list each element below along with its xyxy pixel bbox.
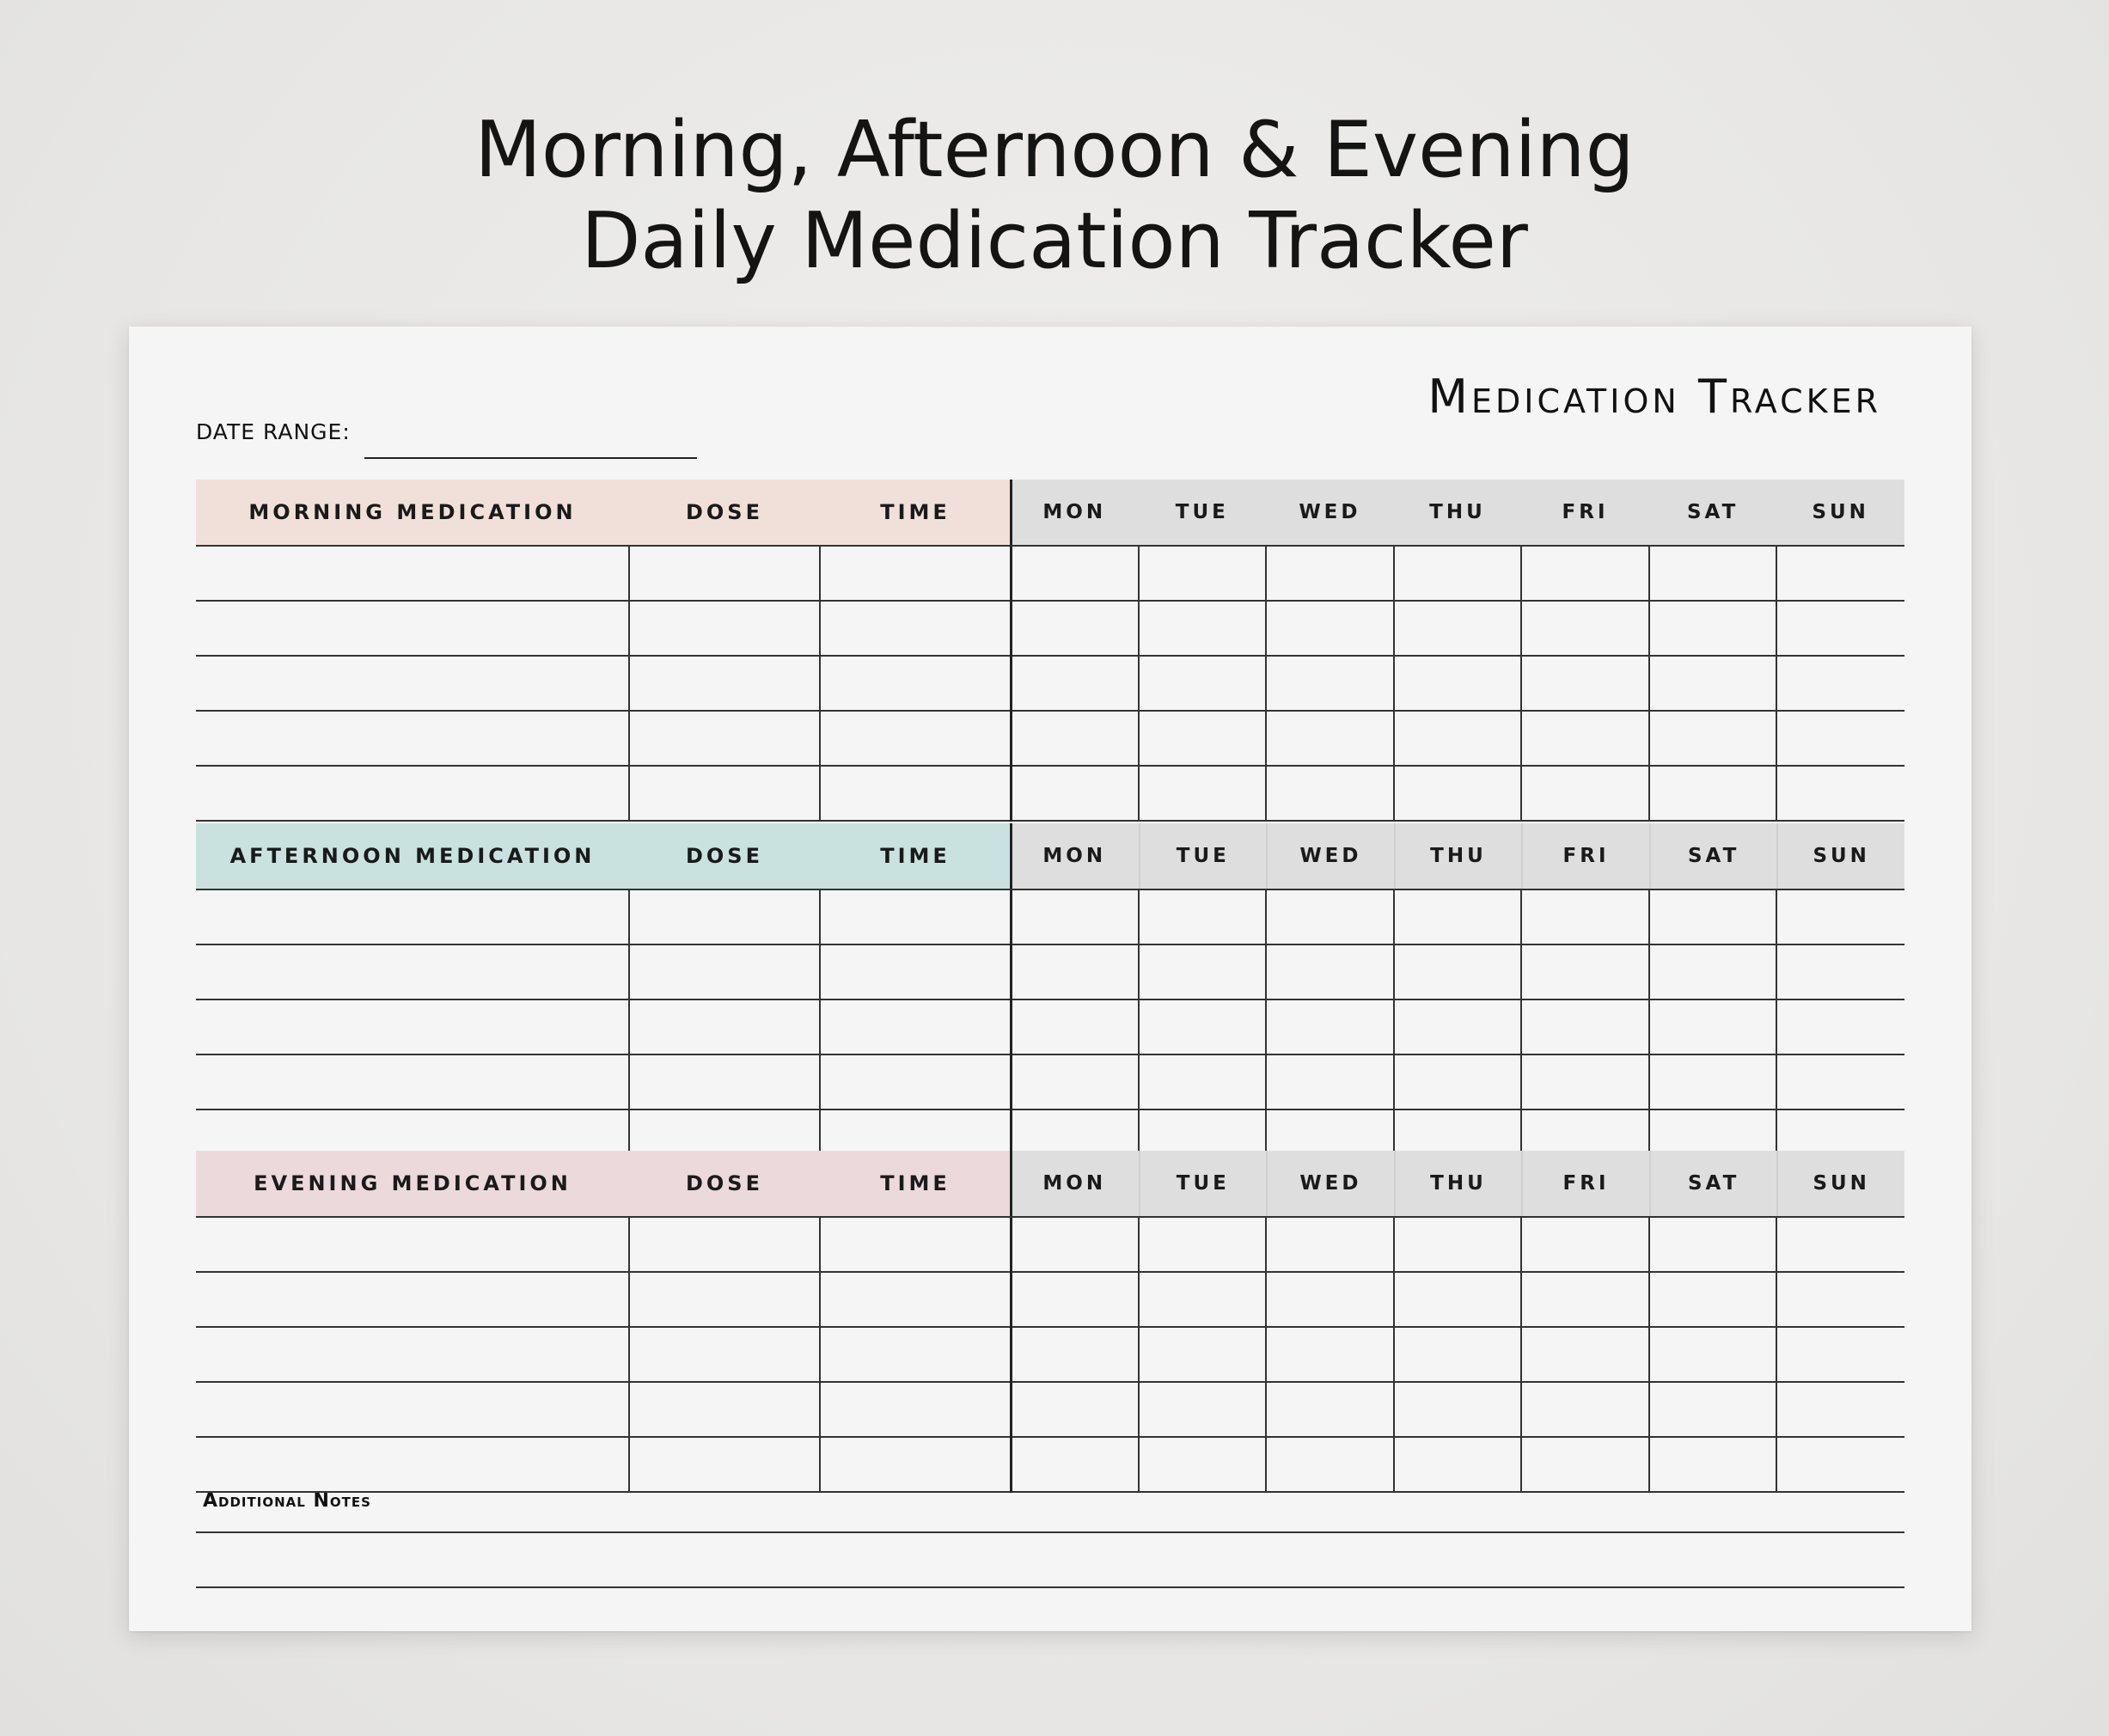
column-divider bbox=[819, 657, 821, 712]
table-row[interactable] bbox=[196, 1218, 1904, 1273]
morning-medication-block bbox=[196, 480, 1904, 822]
section-divider bbox=[1010, 1383, 1012, 1438]
column-divider bbox=[628, 712, 630, 767]
column-divider bbox=[1393, 945, 1395, 1000]
column-divider bbox=[1138, 1438, 1140, 1493]
table-row[interactable] bbox=[196, 1273, 1904, 1328]
section-divider bbox=[1010, 1000, 1012, 1055]
column-divider bbox=[1776, 1383, 1777, 1438]
column-divider bbox=[1393, 712, 1395, 767]
column-divider bbox=[1393, 1000, 1395, 1055]
evening-medication-block bbox=[196, 1151, 1904, 1493]
column-divider bbox=[628, 1383, 630, 1438]
section-divider bbox=[1010, 602, 1012, 657]
column-divider bbox=[1138, 547, 1140, 602]
page-headline bbox=[0, 105, 2109, 287]
morning-dose-header: DOSE bbox=[685, 500, 763, 524]
column-divider bbox=[1265, 767, 1267, 822]
column-divider bbox=[1520, 547, 1522, 602]
column-divider bbox=[1265, 547, 1267, 602]
morning-day-header-wed: WED bbox=[1266, 480, 1394, 545]
morning-day-header-sat: SAT bbox=[1649, 480, 1777, 545]
column-divider bbox=[1393, 767, 1395, 822]
evening-day-header-wed: WED bbox=[1266, 1151, 1394, 1216]
column-divider bbox=[819, 712, 821, 767]
afternoon-time-header: TIME bbox=[880, 844, 951, 868]
column-divider bbox=[1520, 602, 1522, 657]
afternoon-medication-header: AFTERNOON MEDICATION bbox=[229, 844, 596, 868]
column-divider bbox=[1648, 712, 1650, 767]
column-divider bbox=[819, 1328, 821, 1383]
section-divider bbox=[1010, 1328, 1012, 1383]
column-divider bbox=[628, 602, 630, 657]
column-divider bbox=[819, 1000, 821, 1055]
column-divider bbox=[1265, 890, 1267, 945]
evening-day-header-fri: FRI bbox=[1521, 1151, 1649, 1216]
column-divider bbox=[628, 767, 630, 822]
column-divider bbox=[1265, 1218, 1267, 1273]
column-divider bbox=[1520, 1000, 1522, 1055]
column-divider bbox=[1648, 1000, 1650, 1055]
column-divider bbox=[1776, 945, 1777, 1000]
evening-day-header-sun: SUN bbox=[1776, 1151, 1904, 1216]
column-divider bbox=[1265, 712, 1267, 767]
column-divider bbox=[628, 547, 630, 602]
column-divider bbox=[1520, 1383, 1522, 1438]
date-range-field[interactable] bbox=[364, 457, 697, 459]
afternoon-dose-header: DOSE bbox=[685, 844, 763, 868]
column-divider bbox=[1776, 767, 1777, 822]
column-divider bbox=[819, 602, 821, 657]
additional-notes-label: Additional Notes bbox=[203, 1490, 371, 1512]
column-divider bbox=[1648, 1328, 1650, 1383]
column-divider bbox=[1138, 890, 1140, 945]
column-divider bbox=[1138, 712, 1140, 767]
evening-time-header: TIME bbox=[880, 1171, 951, 1195]
column-divider bbox=[1520, 1328, 1522, 1383]
column-divider bbox=[1393, 657, 1395, 712]
column-divider bbox=[1393, 1273, 1395, 1328]
column-divider bbox=[1393, 1328, 1395, 1383]
table-row[interactable] bbox=[196, 1383, 1904, 1438]
column-divider bbox=[1776, 547, 1777, 602]
afternoon-medication-block bbox=[196, 823, 1904, 1165]
section-divider bbox=[1010, 1151, 1012, 1216]
column-divider bbox=[1265, 1328, 1267, 1383]
table-row[interactable] bbox=[196, 890, 1904, 945]
column-divider bbox=[1776, 890, 1777, 945]
table-row[interactable] bbox=[196, 657, 1904, 712]
column-divider bbox=[1776, 1218, 1777, 1273]
column-divider bbox=[819, 547, 821, 602]
section-divider bbox=[1010, 823, 1012, 889]
section-divider bbox=[1010, 1273, 1012, 1328]
afternoon-header-row bbox=[196, 823, 1904, 890]
table-row[interactable] bbox=[196, 547, 1904, 602]
column-divider bbox=[1520, 1273, 1522, 1328]
table-row[interactable] bbox=[196, 602, 1904, 657]
column-divider bbox=[819, 767, 821, 822]
column-divider bbox=[1265, 1438, 1267, 1493]
notes-line[interactable] bbox=[196, 1531, 1904, 1533]
column-divider bbox=[1520, 1218, 1522, 1273]
column-divider bbox=[1648, 1218, 1650, 1273]
evening-day-header-mon: MON bbox=[1011, 1151, 1139, 1216]
morning-day-header-sun: SUN bbox=[1776, 480, 1904, 545]
section-divider bbox=[1010, 945, 1012, 1000]
column-divider bbox=[819, 1383, 821, 1438]
column-divider bbox=[1648, 1383, 1650, 1438]
column-divider bbox=[1648, 1438, 1650, 1493]
column-divider bbox=[1138, 945, 1140, 1000]
column-divider bbox=[628, 1328, 630, 1383]
table-row[interactable] bbox=[196, 712, 1904, 767]
sheet-title: Medication Tracker bbox=[1427, 370, 1881, 424]
date-range-label: DATE RANGE: bbox=[196, 419, 351, 444]
evening-dose-header: DOSE bbox=[685, 1171, 763, 1195]
section-divider bbox=[1010, 1218, 1012, 1273]
column-divider bbox=[628, 1055, 630, 1110]
morning-day-header-thu: THU bbox=[1394, 480, 1522, 545]
notes-line[interactable] bbox=[196, 1586, 1904, 1588]
section-divider bbox=[1010, 890, 1012, 945]
afternoon-day-header-sun: SUN bbox=[1776, 823, 1904, 889]
column-divider bbox=[1648, 657, 1650, 712]
column-divider bbox=[1393, 547, 1395, 602]
evening-header-row bbox=[196, 1151, 1904, 1218]
afternoon-day-header-tue: TUE bbox=[1139, 823, 1267, 889]
section-divider bbox=[1010, 767, 1012, 822]
column-divider bbox=[1776, 1438, 1777, 1493]
column-divider bbox=[819, 1218, 821, 1273]
column-divider bbox=[628, 1273, 630, 1328]
column-divider bbox=[1520, 767, 1522, 822]
afternoon-day-header-mon: MON bbox=[1011, 823, 1139, 889]
column-divider bbox=[1138, 1000, 1140, 1055]
section-divider bbox=[1010, 547, 1012, 602]
column-divider bbox=[1520, 1055, 1522, 1110]
column-divider bbox=[1776, 1328, 1777, 1383]
column-divider bbox=[1138, 1383, 1140, 1438]
table-row[interactable] bbox=[196, 1055, 1904, 1110]
column-divider bbox=[1520, 712, 1522, 767]
tracker-sheet bbox=[129, 327, 1971, 1631]
column-divider bbox=[819, 945, 821, 1000]
column-divider bbox=[819, 1438, 821, 1493]
column-divider bbox=[1265, 945, 1267, 1000]
table-row[interactable] bbox=[196, 1000, 1904, 1055]
column-divider bbox=[1776, 1273, 1777, 1328]
morning-medication-header: MORNING MEDICATION bbox=[248, 500, 577, 524]
column-divider bbox=[819, 890, 821, 945]
column-divider bbox=[1393, 890, 1395, 945]
column-divider bbox=[1138, 1055, 1140, 1110]
afternoon-day-header-thu: THU bbox=[1394, 823, 1522, 889]
column-divider bbox=[1648, 945, 1650, 1000]
column-divider bbox=[819, 1055, 821, 1110]
column-divider bbox=[1776, 1055, 1777, 1110]
column-divider bbox=[1776, 1000, 1777, 1055]
column-divider bbox=[1138, 657, 1140, 712]
afternoon-day-header-wed: WED bbox=[1266, 823, 1394, 889]
morning-day-header-fri: FRI bbox=[1521, 480, 1649, 545]
column-divider bbox=[1648, 767, 1650, 822]
morning-day-header-tue: TUE bbox=[1139, 480, 1267, 545]
column-divider bbox=[1265, 657, 1267, 712]
column-divider bbox=[628, 1218, 630, 1273]
afternoon-day-header-fri: FRI bbox=[1521, 823, 1649, 889]
column-divider bbox=[1393, 1438, 1395, 1493]
column-divider bbox=[1393, 1055, 1395, 1110]
morning-time-header: TIME bbox=[880, 500, 951, 524]
section-divider bbox=[1010, 480, 1012, 545]
column-divider bbox=[1138, 602, 1140, 657]
column-divider bbox=[1138, 1218, 1140, 1273]
table-row[interactable] bbox=[196, 767, 1904, 822]
evening-day-header-sat: SAT bbox=[1649, 1151, 1777, 1216]
column-divider bbox=[1265, 1273, 1267, 1328]
column-divider bbox=[1520, 890, 1522, 945]
section-divider bbox=[1010, 1055, 1012, 1110]
column-divider bbox=[1138, 1273, 1140, 1328]
column-divider bbox=[1648, 602, 1650, 657]
table-row[interactable] bbox=[196, 1328, 1904, 1383]
column-divider bbox=[1265, 1383, 1267, 1438]
column-divider bbox=[1138, 1328, 1140, 1383]
section-divider bbox=[1010, 712, 1012, 767]
evening-day-header-tue: TUE bbox=[1139, 1151, 1267, 1216]
column-divider bbox=[1393, 1383, 1395, 1438]
column-divider bbox=[1265, 602, 1267, 657]
column-divider bbox=[628, 945, 630, 1000]
column-divider bbox=[628, 890, 630, 945]
table-row[interactable] bbox=[196, 1438, 1904, 1493]
evening-day-header-thu: THU bbox=[1394, 1151, 1522, 1216]
column-divider bbox=[1520, 1438, 1522, 1493]
column-divider bbox=[819, 1273, 821, 1328]
column-divider bbox=[1776, 712, 1777, 767]
column-divider bbox=[628, 1438, 630, 1493]
section-divider bbox=[1010, 657, 1012, 712]
column-divider bbox=[1648, 1055, 1650, 1110]
column-divider bbox=[628, 657, 630, 712]
column-divider bbox=[1648, 1273, 1650, 1328]
column-divider bbox=[1520, 657, 1522, 712]
evening-medication-header: EVENING MEDICATION bbox=[254, 1171, 572, 1195]
column-divider bbox=[1776, 657, 1777, 712]
headline-line-1: Morning, Afternoon & Evening bbox=[474, 105, 1635, 195]
column-divider bbox=[1393, 602, 1395, 657]
morning-day-header-mon: MON bbox=[1011, 480, 1139, 545]
table-row[interactable] bbox=[196, 945, 1904, 1000]
afternoon-day-header-sat: SAT bbox=[1649, 823, 1777, 889]
column-divider bbox=[1138, 767, 1140, 822]
column-divider bbox=[1393, 1218, 1395, 1273]
column-divider bbox=[1520, 945, 1522, 1000]
column-divider bbox=[1265, 1055, 1267, 1110]
morning-header-row bbox=[196, 480, 1904, 547]
column-divider bbox=[1265, 1000, 1267, 1055]
column-divider bbox=[1648, 547, 1650, 602]
column-divider bbox=[1776, 602, 1777, 657]
section-divider bbox=[1010, 1438, 1012, 1493]
headline-line-2: Daily Medication Tracker bbox=[581, 196, 1528, 286]
column-divider bbox=[1648, 890, 1650, 945]
column-divider bbox=[628, 1000, 630, 1055]
